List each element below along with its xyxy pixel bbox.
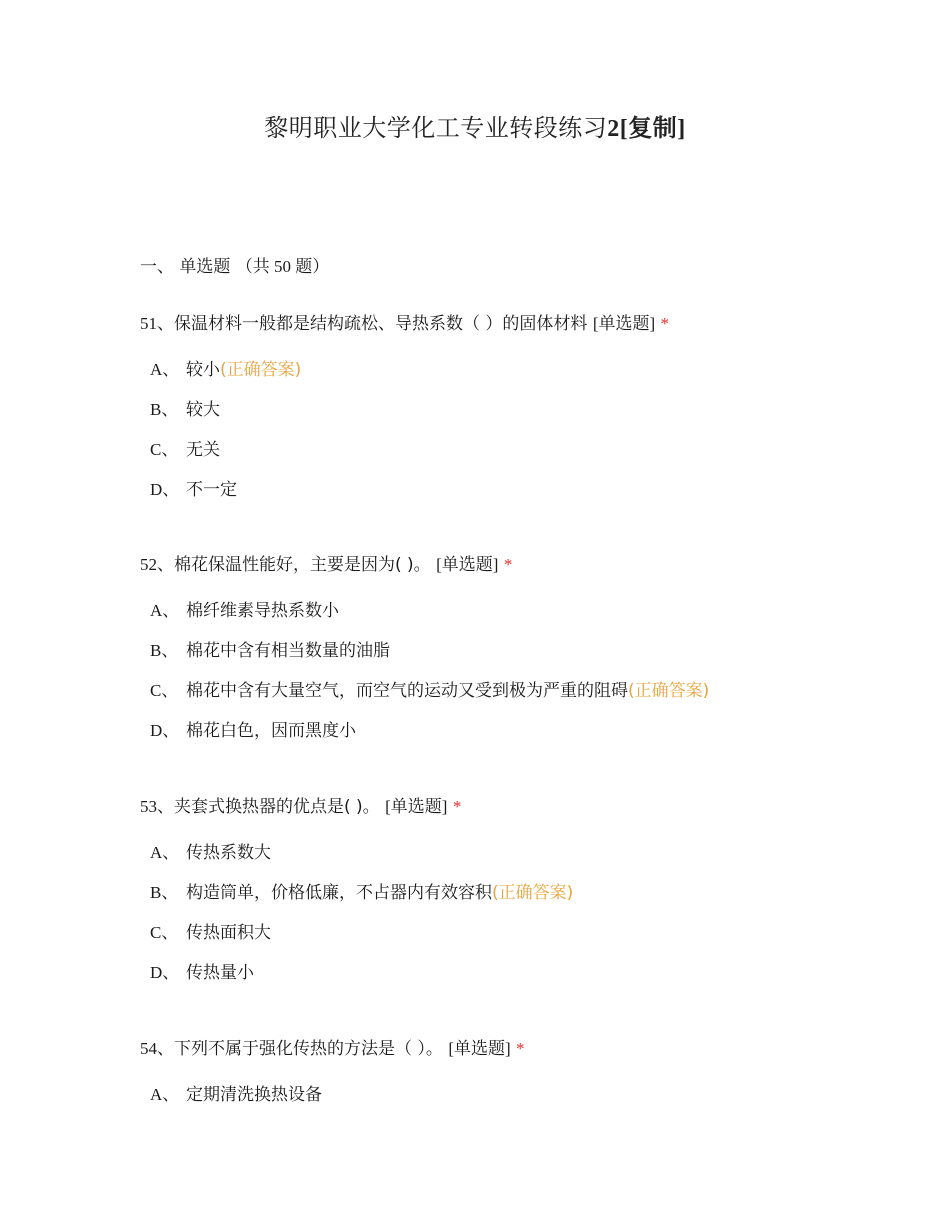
question-stem: 下列不属于强化传热的方法是（ ）。 <box>174 1039 443 1059</box>
required-mark: * <box>452 797 462 816</box>
option-item <box>140 841 860 881</box>
title-suffix: [复制] <box>619 116 686 142</box>
question-block <box>140 553 860 759</box>
section-label: 一、 单选题 <box>140 257 231 277</box>
option-item <box>140 679 860 719</box>
option-item <box>140 961 860 1001</box>
option-text: 不一定 <box>186 480 237 500</box>
option-text: 较大 <box>186 400 220 420</box>
correct-answer-label: (正确答案) <box>492 883 574 903</box>
option-letter: C、 <box>150 923 179 942</box>
title-number: 2 <box>607 116 620 142</box>
option-item <box>140 358 860 398</box>
question-text <box>140 312 860 336</box>
option-letter: A、 <box>150 360 180 379</box>
option-text: 传热量小 <box>186 963 254 983</box>
option-text: 棉纤维素导热系数小 <box>186 601 339 621</box>
option-text: 较小 <box>186 360 220 380</box>
option-list <box>140 599 860 759</box>
question-number: 54、 <box>140 1039 174 1058</box>
required-mark: * <box>503 555 513 574</box>
option-list <box>140 358 860 518</box>
option-item <box>140 599 860 639</box>
correct-answer-label: (正确答案) <box>628 681 710 701</box>
question-text <box>140 553 860 577</box>
option-letter: D、 <box>150 963 180 982</box>
option-text: 棉花中含有大量空气，而空气的运动又受到极为严重的阻碍 <box>186 681 628 701</box>
option-item <box>140 881 860 921</box>
option-item <box>140 639 860 679</box>
question-number: 51、 <box>140 314 174 333</box>
page-title <box>0 108 950 143</box>
question-block <box>140 1037 860 1123</box>
section-heading <box>140 252 329 277</box>
question-block <box>140 795 860 1001</box>
question-stem: 保温材料一般都是结构疏松、导热系数（ ）的固体材料 <box>174 314 588 334</box>
section-count: （共 50 题） <box>235 257 330 276</box>
option-item <box>140 921 860 961</box>
option-list <box>140 841 860 1001</box>
option-list <box>140 1083 860 1123</box>
option-letter: A、 <box>150 1085 180 1104</box>
title-text: 黎明职业大学化工专业转段练习 <box>264 114 608 142</box>
question-block <box>140 312 860 518</box>
option-letter: A、 <box>150 843 180 862</box>
option-item <box>140 719 860 759</box>
required-mark: * <box>660 314 670 333</box>
option-letter: D、 <box>150 721 180 740</box>
correct-answer-label: (正确答案) <box>220 360 302 380</box>
question-stem: 夹套式换热器的优点是( )。 <box>174 797 380 817</box>
question-type: [单选题] <box>385 797 448 816</box>
option-letter: B、 <box>150 883 179 902</box>
option-item <box>140 478 860 518</box>
option-text: 传热面积大 <box>186 923 271 943</box>
option-item <box>140 438 860 478</box>
question-number: 53、 <box>140 797 174 816</box>
option-letter: B、 <box>150 641 179 660</box>
option-text: 棉花白色，因而黑度小 <box>186 721 356 741</box>
required-mark: * <box>516 1039 525 1058</box>
question-text <box>140 1037 860 1061</box>
option-letter: D、 <box>150 480 180 499</box>
option-text: 无关 <box>186 440 220 460</box>
question-stem: 棉花保温性能好，主要是因为( )。 <box>174 555 431 575</box>
option-letter: A、 <box>150 601 180 620</box>
option-text: 构造筒单，价格低廉，不占器内有效容积 <box>186 883 492 903</box>
option-item <box>140 398 860 438</box>
option-item <box>140 1083 860 1123</box>
question-type: [单选题] <box>592 314 656 333</box>
question-type: [单选题] <box>436 555 499 574</box>
option-text: 棉花中含有相当数量的油脂 <box>186 641 390 661</box>
option-text: 定期清洗换热设备 <box>186 1085 322 1105</box>
option-letter: B、 <box>150 400 179 419</box>
question-text <box>140 795 860 819</box>
option-letter: C、 <box>150 440 179 459</box>
question-number: 52、 <box>140 555 174 574</box>
question-type: [单选题] <box>448 1039 511 1058</box>
option-letter: C、 <box>150 681 179 700</box>
option-text: 传热系数大 <box>186 843 271 863</box>
